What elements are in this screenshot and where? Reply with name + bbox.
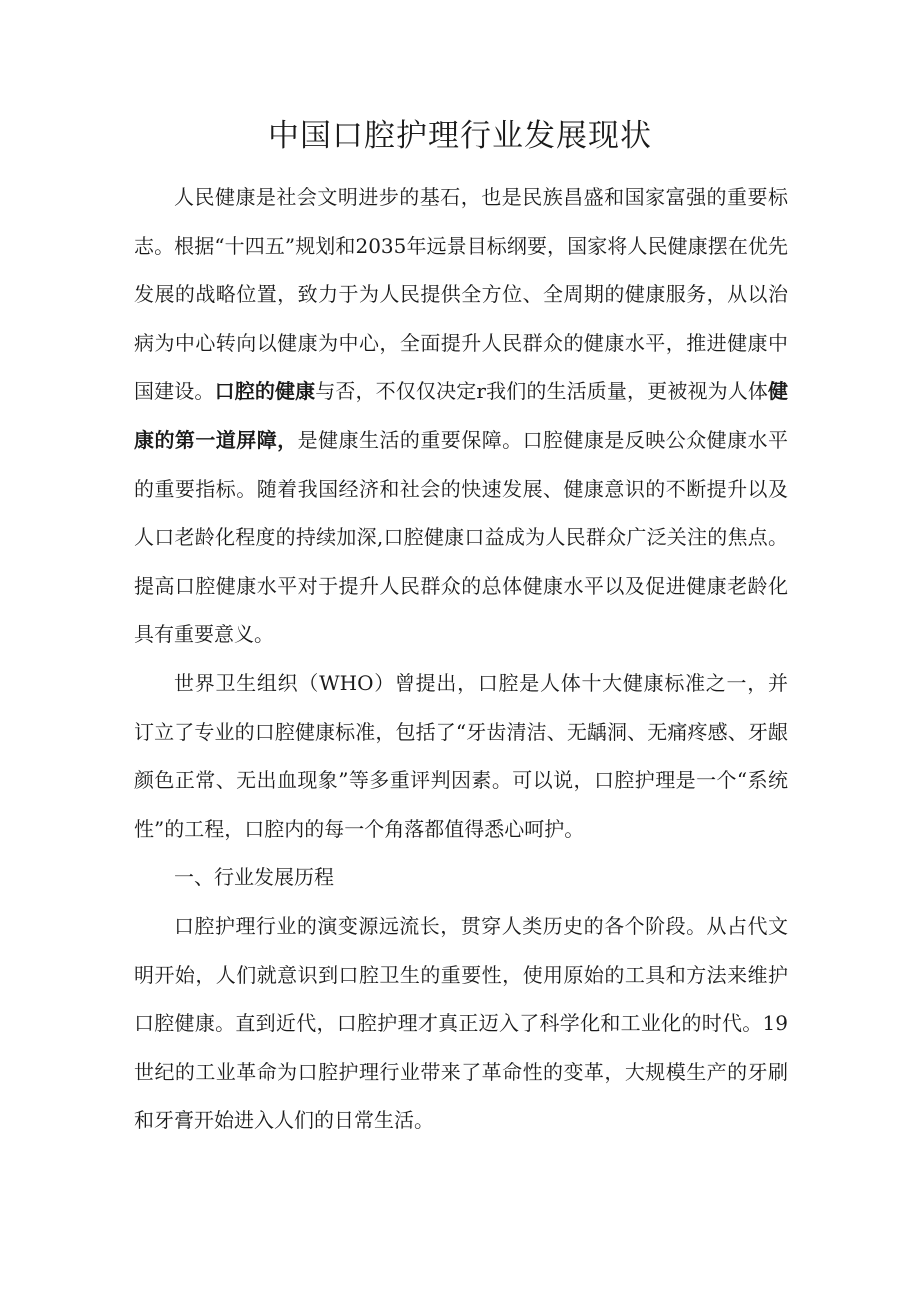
document-title: 中国口腔护理行业发展现状 <box>268 118 652 154</box>
intro-bold-oral-health: 口腔的健康 <box>214 379 316 404</box>
paragraph-history-text: 口腔护理行业的演变源远流长，贯穿人类历史的各个阶段。从占代文明开始，人们就意识到口腔卫生的重要性，使用原始的工具和方法来维护口腔健康。直到近代，口腔护理才真正迈入了科学化和工业化的时代。19世纪的工业革命为口腔护理行业带来了革命性的变革，大规模生产的牙刷和牙膏开始进入人们的日常生活。 <box>134 914 788 1133</box>
paragraph-intro-text <box>134 173 788 659</box>
paragraph-who-text: 世界卫生组织（WHO）曾提出，口腔是人体十大健康标准之一，并订立了专业的口腔健康标准，包括了“牙齿清洁、无龋洞、无痛疼感、牙龈颜色正常、无出血现象”等多重评判因素。可以说，口腔护理是一个“系统性”的工程，口腔内的每一个角落都值得悉心呵护。 <box>134 671 788 841</box>
section-heading <box>134 853 788 902</box>
intro-bold-first-barrier: 健康的第一道屏障， <box>134 379 789 452</box>
intro-text-part-1: 人民健康是社会文明进步的基石，也是民族昌盛和国家富强的重要标志。根据“十四五”规划和2035年远景目标纲要，国家将人民健康摆在优先发展的战略位置，致力于为人民提供全方位、全周期的健康服务，从以治病为中心转向以健康为中心，全面提升人民群众的健康水平，推进健康中国建设。 <box>134 185 788 404</box>
paragraph-history <box>134 902 788 1145</box>
intro-text-part-2: 与否，不仅仅决定r我们的生活质量，更被视为人体 <box>315 379 769 404</box>
intro-text-part-3: 是健康生活的重要保障。口腔健康是反映公众健康水平的重要指标。随着我国经济和社会的快速发展、健康意识的不断提升以及人口老龄化程度的持续加深,口腔健康口益成为人民群众广泛关注的焦点。提高口腔健康水平对于提升人民群众的总体健康水平以及促进健康老龄化具有重要意义。 <box>134 427 789 647</box>
paragraph-intro <box>134 173 788 659</box>
paragraph-who <box>134 659 788 853</box>
section-heading-text: 一、行业发展历程 <box>174 865 334 889</box>
